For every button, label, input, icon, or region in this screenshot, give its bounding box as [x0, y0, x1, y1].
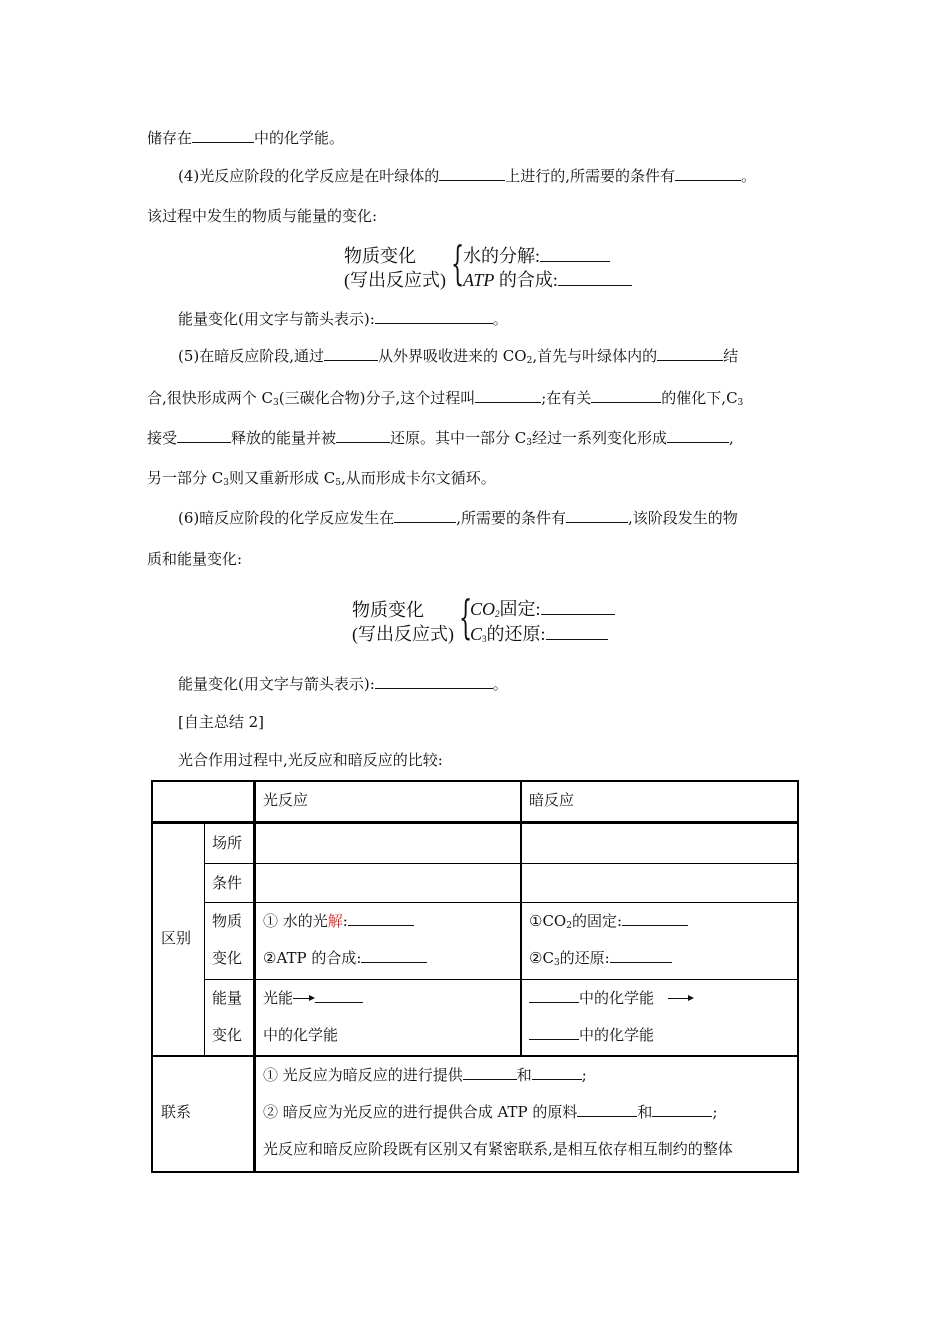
dark-energy-1: 中的化学能 [529, 988, 694, 1008]
row-place: 场所 [212, 834, 243, 852]
text-line: 合,很快形成两个 $C_3$(三碳化合物)分子,这个过程叫 ;在有关 的催化下$,C_3$ [147, 389, 744, 408]
text-line: 储存在 中的化学能。 [147, 129, 345, 147]
fill-blank[interactable] [558, 271, 632, 286]
fill-blank[interactable] [546, 625, 608, 640]
dark-energy-2: 中的化学能 [529, 1025, 654, 1045]
fill-blank[interactable] [336, 428, 390, 443]
row-group-qubie: 区别 [161, 929, 192, 947]
text-line: 另一部分 $C_3$则又重新形成 $C_5$,从而形成卡尔文循环。 [147, 469, 496, 488]
fill-blank[interactable] [529, 988, 579, 1003]
fill-blank[interactable] [348, 911, 414, 926]
row-material: 物质 [212, 912, 243, 930]
text-line: 质和能量变化: [147, 550, 243, 568]
link-1: ① 光反应为暗反应的进行提供 和 ; [263, 1066, 587, 1084]
header-light: 光反应 [263, 791, 309, 809]
fill-blank[interactable] [652, 1102, 712, 1117]
arrow-right-icon [293, 994, 315, 1004]
section-title: [自主总结 2] [178, 713, 265, 731]
fill-blank[interactable] [657, 346, 723, 361]
text-line: 能量变化(用文字与箭头表示): 。 [178, 310, 508, 328]
light-water-split: ① 水的光解: [263, 911, 414, 931]
row-lianxi: 联系 [161, 1103, 192, 1121]
fill-blank[interactable] [324, 346, 378, 361]
fill-blank[interactable] [541, 600, 615, 615]
text-line: 光合作用过程中,光反应和暗反应的比较: [178, 751, 443, 769]
fill-blank[interactable] [591, 388, 661, 403]
link-3: 光反应和暗反应阶段既有区别又有紧密联系,是相互依存相互制约的整体 [263, 1140, 733, 1158]
reaction-item: ATP 的合成: [463, 266, 632, 292]
fill-blank[interactable] [675, 166, 741, 181]
reaction-item: 水的分解: [463, 242, 610, 268]
brace: { [459, 590, 473, 644]
text-line: 接受 释放的能量并被 还原。其中一部分 $C_3$经过一系列变化形成 , [147, 429, 734, 448]
fill-blank[interactable] [463, 1065, 517, 1080]
text-line: (5)在暗反应阶段,通过 从外界吸收进来的 $CO_2$,首先与叶绿体内的 结 [178, 347, 739, 366]
reaction-label: 物质变化 [344, 246, 416, 266]
fill-blank[interactable] [667, 428, 729, 443]
fill-blank[interactable] [375, 309, 493, 324]
light-atp: ②ATP 的合成: [263, 948, 427, 968]
fill-blank[interactable] [577, 1102, 637, 1117]
light-energy-2: 中的化学能 [263, 1026, 339, 1044]
text-line: (4)光反应阶段的化学反应是在叶绿体的 上进行的,所需要的条件有 。 [178, 167, 757, 185]
fill-blank[interactable] [566, 508, 628, 523]
reaction-label: 物质变化 [352, 600, 424, 620]
dark-co2-fix: $①CO_2$的固定: [529, 911, 688, 936]
fill-blank[interactable] [529, 1025, 579, 1040]
reaction-item: $CO_2$固定: [470, 595, 615, 621]
reaction-item: $C_3$的还原: [470, 620, 608, 646]
fill-blank[interactable] [394, 508, 456, 523]
light-energy-1: 光能 [263, 988, 363, 1008]
fill-blank[interactable] [361, 948, 427, 963]
fill-blank[interactable] [315, 988, 363, 1003]
fill-blank[interactable] [439, 166, 505, 181]
row-energy: 能量 [212, 989, 243, 1007]
row-energy: 变化 [212, 1026, 243, 1044]
row-material: 变化 [212, 949, 243, 967]
link-2: ② 暗反应为光反应的进行提供合成 ATP 的原料 和 ; [263, 1103, 718, 1121]
fill-blank[interactable] [475, 388, 541, 403]
dark-c3-reduce: $②C_3$的还原: [529, 948, 672, 973]
fill-blank[interactable] [375, 674, 493, 689]
fill-blank[interactable] [177, 428, 231, 443]
text-line: 该过程中发生的物质与能量的变化: [147, 207, 378, 225]
row-cond: 条件 [212, 874, 243, 892]
fill-blank[interactable] [610, 948, 672, 963]
brace: { [451, 236, 465, 290]
text-line: (6)暗反应阶段的化学反应发生在 ,所需要的条件有 ,该阶段发生的物 [178, 509, 738, 527]
fill-blank[interactable] [622, 911, 688, 926]
fill-blank[interactable] [532, 1065, 582, 1080]
comparison-table [151, 780, 799, 1173]
text-line: 能量变化(用文字与箭头表示): 。 [178, 675, 508, 693]
arrow-right-icon [668, 994, 694, 1004]
header-dark: 暗反应 [529, 791, 575, 809]
reaction-label: (写出反应式) [344, 270, 446, 290]
fill-blank[interactable] [540, 247, 610, 262]
fill-blank[interactable] [192, 128, 254, 143]
reaction-label: (写出反应式) [352, 624, 454, 644]
